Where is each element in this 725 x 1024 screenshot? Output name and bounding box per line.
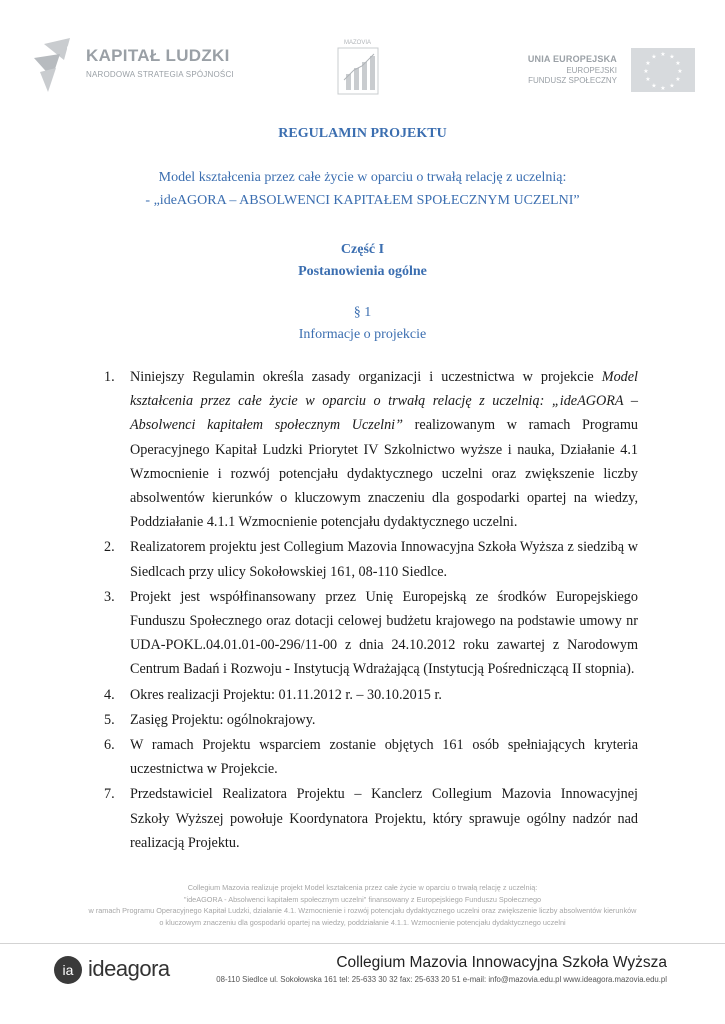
footer-divider — [0, 943, 725, 944]
regulation-list — [100, 365, 638, 855]
eu-flag-icon — [631, 48, 695, 92]
svg-text:★: ★ — [669, 82, 675, 90]
part-heading: Część I — [340, 242, 385, 257]
svg-text:★: ★ — [660, 85, 666, 92]
eu-logo — [520, 48, 695, 94]
footer-note-line4: o kluczowym znaczeniu dla gospodarki opartej na wiedzy, poddziałanie 4.1.1. Wzmocnienie potencjału dydaktycznego uczelni — [159, 917, 566, 927]
list-item — [100, 733, 638, 781]
footer-funding-note — [0, 882, 725, 928]
part-title: Postanowienia ogólne — [298, 264, 427, 279]
kapital-ludzki-title: KAPITAŁ LUDZKI — [86, 46, 230, 65]
list-item — [100, 365, 638, 534]
mazovia-logo — [334, 40, 386, 98]
eu-line3: FUNDUSZ SPOŁECZNY — [528, 76, 617, 85]
list-item — [100, 585, 638, 682]
svg-text:★: ★ — [677, 68, 683, 75]
college-name: Collegium Mazovia Innowacyjna Szkoła Wyższa — [336, 954, 667, 971]
svg-text:★: ★ — [660, 51, 666, 58]
svg-text:★: ★ — [645, 76, 651, 83]
eu-line2: EUROPEJSKI — [566, 66, 617, 75]
project-name-line1: Model kształcenia przez całe życie w oparciu o trwałą relację z uczelnią: — [158, 170, 567, 185]
page-header — [0, 0, 725, 120]
list-item-text: Okres realizacji Projektu: 01.11.2012 r. – 30.10.2015 r. — [130, 686, 442, 703]
list-item-text-cont: realizowanym w ramach Programu Operacyjnego Kapitał Ludzki Priorytet IV Szkolnictwo wyższe i nauka, Działanie 4.1 Wzmocnienie i rozwój potencjału dydaktycznego uczelni oraz zwiększenie liczby absolwentów kierunków o kluczowym znaczeniu dla gospodarki opartej na wiedzy, Poddziałanie 4.1.1 Wzmocnienie potencjału dydaktycznego uczelni. — [130, 417, 638, 531]
svg-text:★: ★ — [651, 53, 657, 61]
list-item-number: 2. — [104, 539, 115, 556]
list-item-number: 5. — [104, 711, 115, 728]
list-item-number: 7. — [104, 786, 115, 803]
list-item-emphasis: Model kształcenia przez całe życie w oparciu o trwałą relację z uczelnią: „ideAGORA – Absolwenci kapitałem społecznym Uczelni” — [130, 369, 638, 434]
list-item-text: Zasięg Projektu: ogólnokrajowy. — [130, 711, 316, 728]
list-item — [100, 535, 638, 583]
list-item-number: 1. — [104, 369, 115, 385]
footer-bar — [0, 948, 725, 998]
list-item-number: 3. — [104, 588, 115, 605]
eu-line1: UNIA EUROPEJSKA — [527, 54, 617, 64]
list-item-text: Projekt jest współfinansowany przez Unię Europejską ze środków Europejskiego Funduszu Społecznego oraz dotacji celowej budżetu krajowego na podstawie umowy nr UDA-POKL.04.01.01-00-296/11-00 z dnia 24.10.2012 roku zawartej z Narodowym Centrum Badań i Rozwoju - Instytucją Wdrażającą (Instytucją Pośredniczącą II stopnia). — [130, 588, 638, 678]
list-item-number: 4. — [104, 686, 115, 703]
mazovia-emblem-icon — [334, 40, 386, 98]
document-title: REGULAMIN PROJEKTU — [278, 126, 447, 141]
list-item — [100, 708, 638, 732]
list-item-text: Przedstawiciel Realizatora Projektu – Kanclerz Collegium Mazovia Innowacyjnej Szkoły Wyższej powołuje Koordynatora Projektu, który sprawuje ogólny nadzór nad realizacją Projektu. — [130, 786, 638, 851]
ideagora-ia-icon: ia — [54, 956, 82, 984]
list-item — [100, 782, 638, 855]
svg-text:★: ★ — [669, 53, 675, 61]
kapital-ludzki-emblem-icon — [30, 38, 78, 94]
eu-text — [528, 54, 617, 85]
svg-text:★: ★ — [651, 82, 657, 90]
paragraph-title: Informacje o projekcie — [298, 327, 427, 342]
list-item-text: W ramach Projektu wsparciem zostanie objętych 161 osób spełniających kryteria uczestnictwa w Projekcie. — [130, 737, 638, 778]
kapital-ludzki-subtitle: NARODOWA STRATEGIA SPÓJNOŚCI — [86, 70, 234, 79]
kapital-ludzki-logo — [30, 38, 240, 96]
list-item — [100, 683, 638, 707]
ideagora-brand: ideagora — [88, 956, 170, 981]
svg-text:★: ★ — [643, 68, 649, 75]
college-address: 08-110 Siedlce ul. Sokołowska 161 tel: 25-633 30 32 fax: 25-633 20 51 e-mail: info@mazovia.edu.pl www.ideagora.mazovia.edu.pl — [216, 975, 667, 984]
mazovia-logo-label: MAZOVIA — [344, 40, 372, 46]
footer-note-line1: Collegium Mazovia realizuje projekt Model kształcenia przez całe życie w oparciu o trwałą relację z uczelnią: — [187, 883, 538, 892]
list-item-text: Niniejszy Regulamin określa zasady organizacji i uczestnictwa w projekcie — [130, 369, 602, 385]
svg-text:★: ★ — [645, 60, 651, 67]
footer-note-line3: w ramach Programu Operacyjnego Kapitał Ludzki, działanie 4.1. Wzmocnienie i rozwój potencjału dydaktycznego uczelni oraz zwiększenie liczby absolwentów kierunków — [88, 906, 637, 915]
paragraph-number: § 1 — [353, 305, 372, 320]
project-name-line2: - „ideAGORA – ABSOLWENCI KAPITAŁEM SPOŁECZNYM UCZELNI” — [145, 193, 580, 208]
list-item-text: Realizatorem projektu jest Collegium Mazovia Innowacyjna Szkoła Wyższa z siedzibą w Siedlcach przy ulicy Sokołowskiej 161, 08-110 Siedlce. — [130, 539, 638, 580]
footer-note-line2: "ideAGORA - Absolwenci kapitałem społecznym uczelni" finansowany z Europejskiego Funduszu Społecznego — [183, 894, 542, 904]
svg-text:★: ★ — [675, 76, 681, 83]
list-item-number: 6. — [104, 737, 115, 754]
svg-text:★: ★ — [675, 60, 681, 67]
